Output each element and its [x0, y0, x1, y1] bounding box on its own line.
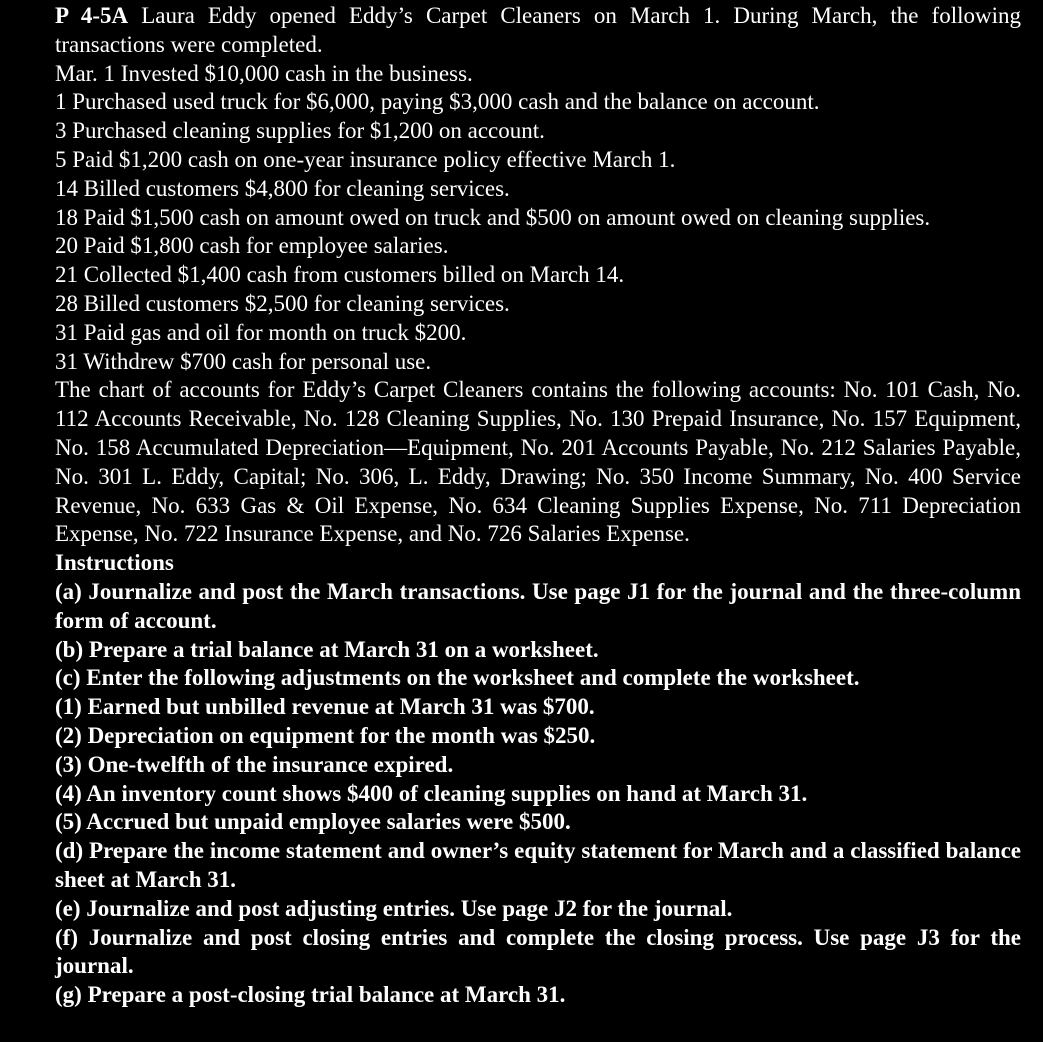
problem-intro-text: Laura Eddy opened Eddy’s Carpet Cleaners on March 1. During March, the following transactions were completed.	[55, 3, 1021, 57]
transaction-item: Mar. 1 Invested $10,000 cash in the business.	[55, 60, 473, 86]
transaction-item: 31 Paid gas and oil for month on truck $200.	[55, 319, 467, 345]
problem-id: P 4-5A	[55, 3, 129, 28]
transaction-item: 14 Billed customers $4,800 for cleaning services.	[55, 175, 510, 201]
transaction-item: 18 Paid $1,500 cash on amount owed on truck and $500 on amount owed on cleaning supplies.	[55, 204, 931, 230]
instruction-b: (b) Prepare a trial balance at March 31 on a worksheet.	[55, 636, 599, 662]
adjustment-item: (1) Earned but unbilled revenue at March 31 was $700.	[55, 694, 595, 720]
instructions-section	[55, 549, 1021, 1010]
instruction-e: (e) Journalize and post adjusting entries. Use page J2 for the journal.	[55, 895, 733, 921]
transaction-item: 31 Withdrew $700 cash for personal use.	[55, 348, 432, 374]
instruction-a: (a) Journalize and post the March transactions. Use page J1 for the journal and the three-column form of account.	[55, 578, 1021, 633]
instruction-d: (d) Prepare the income statement and owner’s equity statement for March and a classified balance sheet at March 31.	[55, 838, 1021, 892]
adjustment-item: (5) Accrued but unpaid employee salaries were $500.	[55, 809, 571, 835]
instruction-c: (c) Enter the following adjustments on the worksheet and complete the worksheet.	[55, 665, 860, 691]
transaction-item: 5 Paid $1,200 cash on one-year insurance policy effective March 1.	[55, 146, 676, 172]
adjustment-item: (2) Depreciation on equipment for the month was $250.	[55, 722, 596, 748]
transaction-item: 20 Paid $1,800 cash for employee salaries.	[55, 233, 449, 259]
problem-intro	[55, 2, 1021, 60]
problem-document	[55, 2, 1021, 1010]
chart-of-accounts-paragraph: The chart of accounts for Eddy’s Carpet Cleaners contains the following accounts: No. 101 Cash, No. 112 Accounts Receivable, No. 128 Cleaning Supplies, No. 130 Prepaid Insurance, No. 157 Equipment, No. 158 Accumulated Depreciation—Equipment, No. 201 Accounts Payable, No. 212 Salaries Payable, No. 301 L. Eddy, Capital; No. 306, L. Eddy, Drawing; No. 350 Income Summary, No. 400 Service Revenue, No. 633 Gas & Oil Expense, No. 634 Cleaning Supplies Expense, No. 711 Depreciation Expense, No. 722 Insurance Expense, and No. 726 Salaries Expense.	[55, 377, 1021, 547]
transaction-item: 21 Collected $1,400 cash from customers billed on March 14.	[55, 262, 625, 288]
instruction-g: (g) Prepare a post-closing trial balance at March 31.	[55, 982, 566, 1008]
instructions-heading: Instructions	[55, 550, 174, 576]
adjustment-item: (3) One-twelfth of the insurance expired.	[55, 751, 454, 777]
transaction-item: 3 Purchased cleaning supplies for $1,200 on account.	[55, 118, 545, 144]
transaction-item: 1 Purchased used truck for $6,000, paying $3,000 cash and the balance on account.	[55, 89, 820, 115]
transaction-item: 28 Billed customers $2,500 for cleaning services.	[55, 290, 510, 316]
instruction-f: (f) Journalize and post closing entries and complete the closing process. Use page J3 for the journal.	[55, 924, 1021, 979]
transaction-list	[55, 60, 1021, 377]
adjustment-item: (4) An inventory count shows $400 of cleaning supplies on hand at March 31.	[55, 780, 808, 806]
